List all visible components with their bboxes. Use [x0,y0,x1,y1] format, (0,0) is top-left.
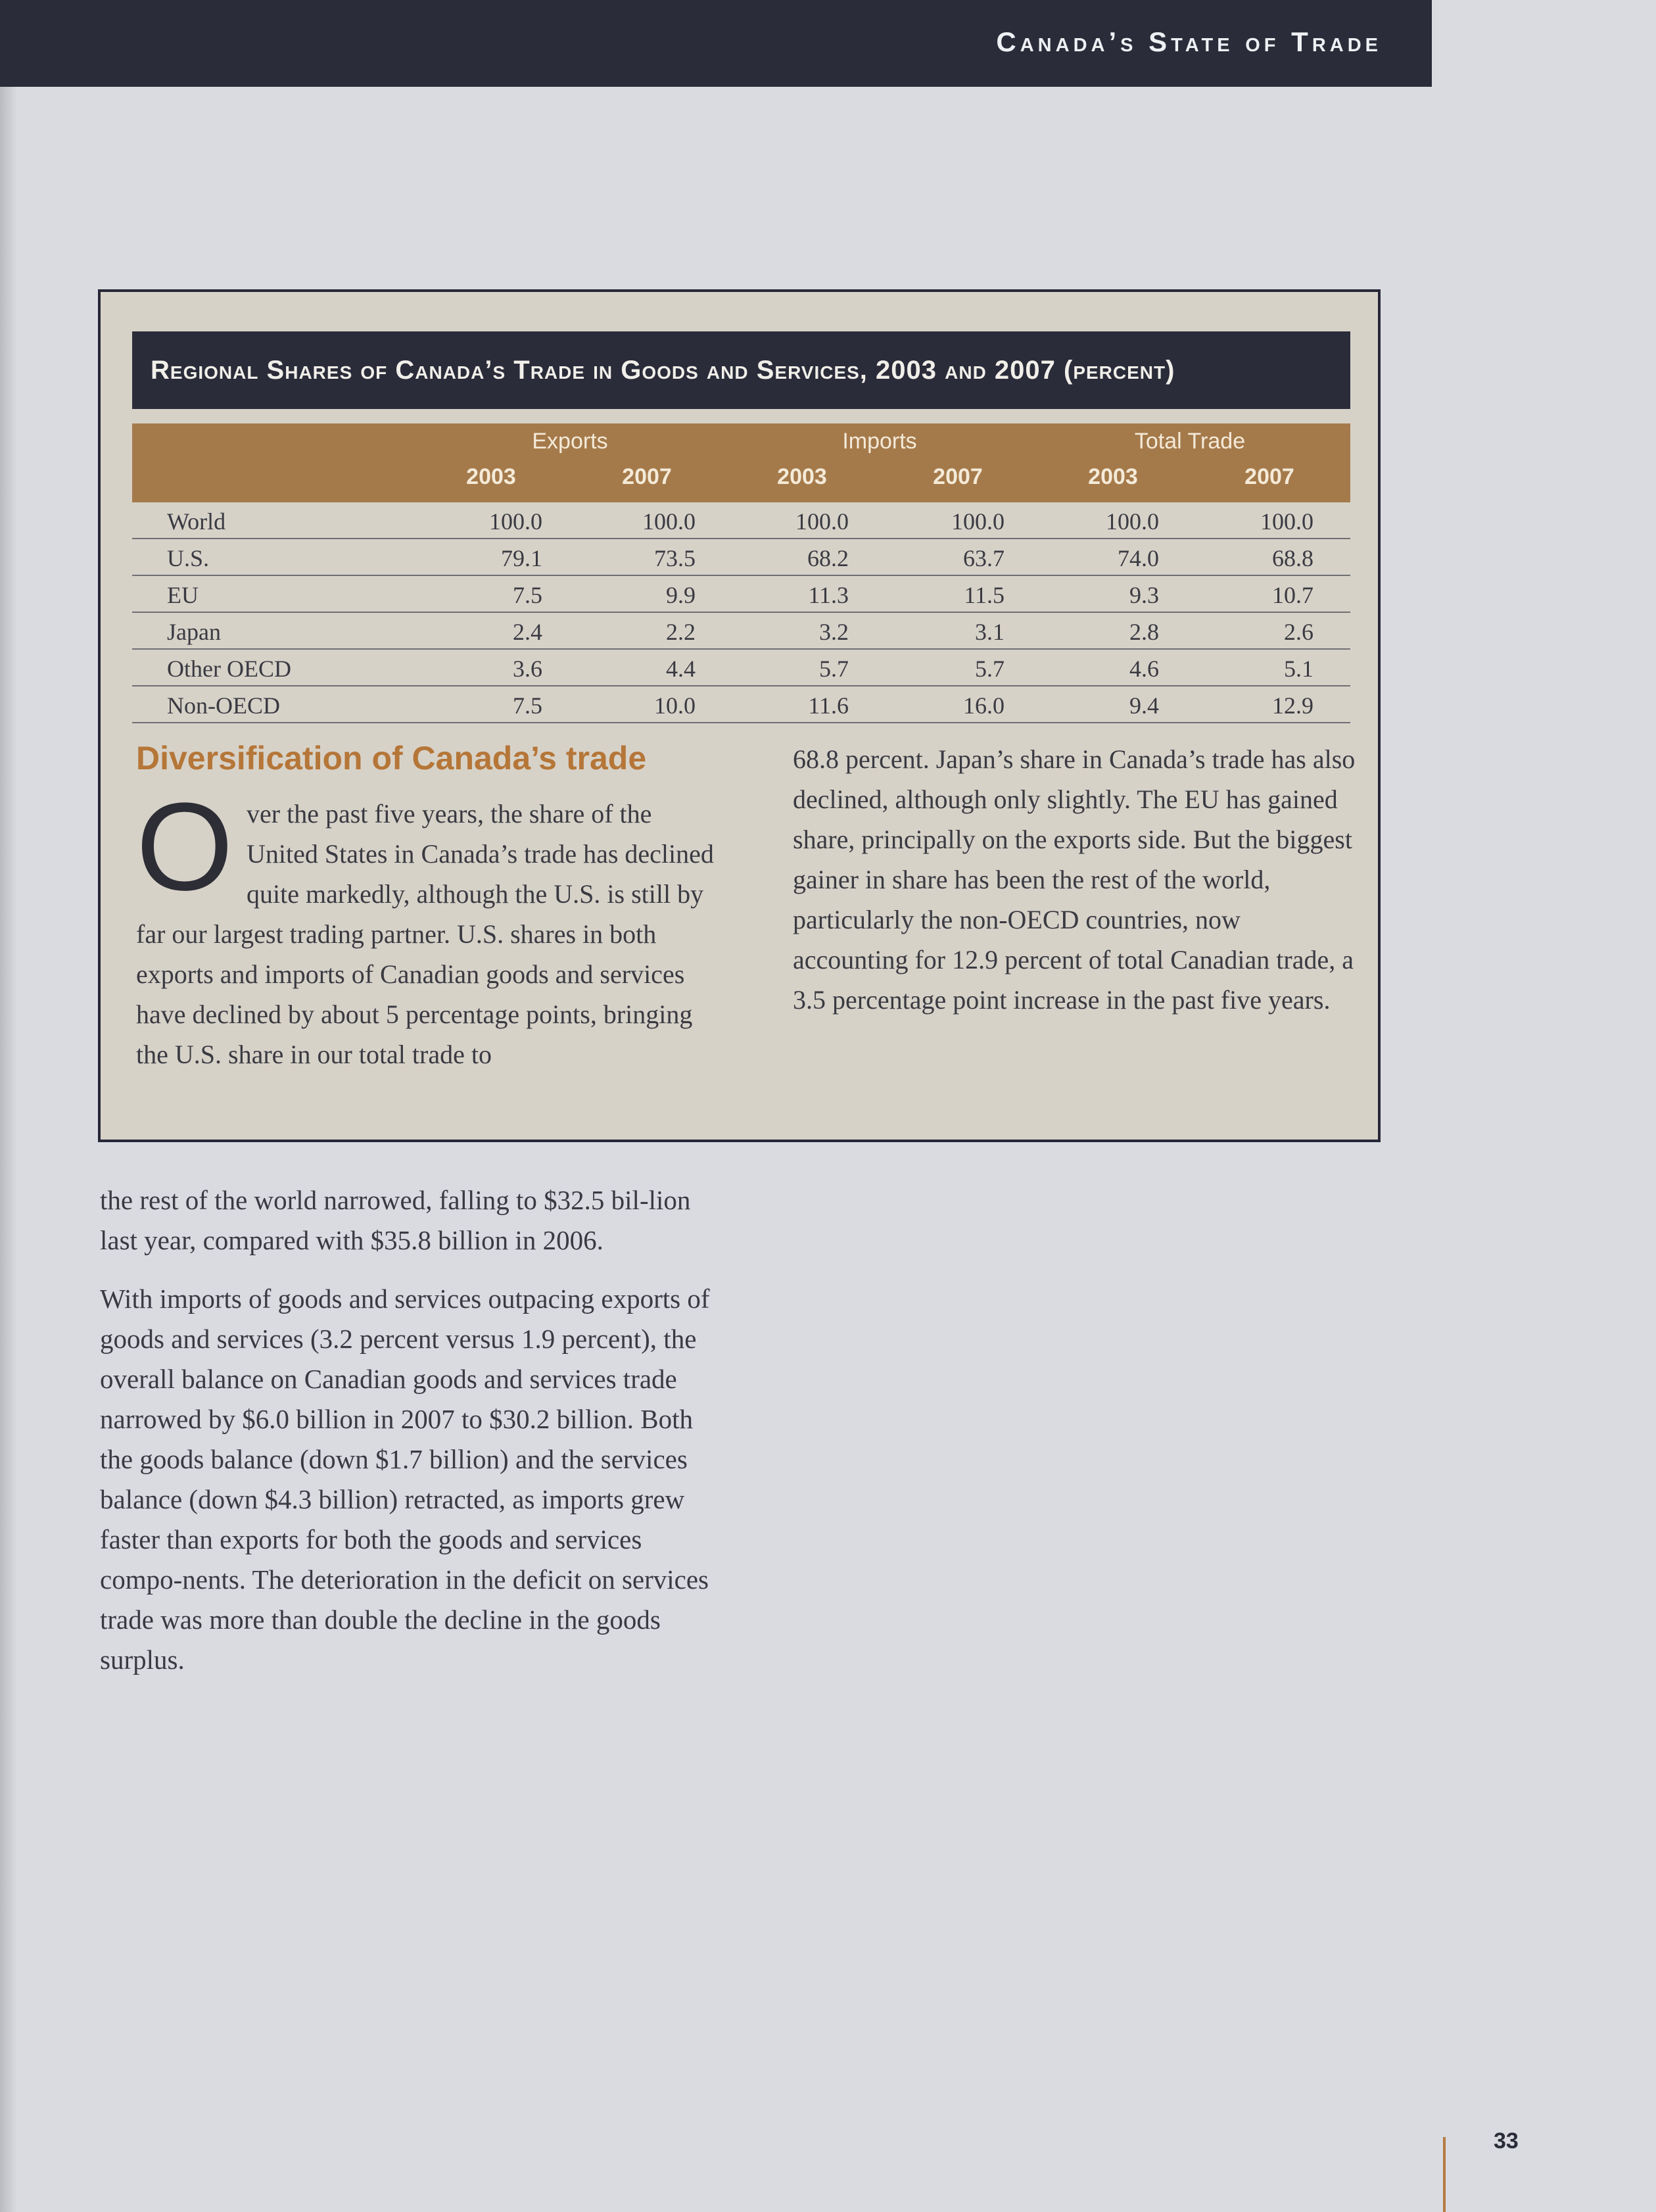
row-region-label: U.S. [167,545,210,571]
drop-cap: O [136,777,233,917]
table-cell: 2.6 [1284,619,1313,645]
body-paragraph: With imports of goods and services outpacing exports of goods and services (3.2 percent versus 1.9 percent), the overall balance on Canadian goods and services trade narrowed by $6.0 billion in 2007 to $30.2 billion. Both the goods balance (down $1.7 billion) and the services balance (down $4.3 billion) retracted, as imports grew faster than exports for both the goods and services compo-nents. The deterioration in the deficit on services trade was more than double the decline in the goods surplus. [100,1284,710,1675]
table-row [132,686,1350,723]
table-cell: 11.3 [808,582,849,608]
table-cell: 10.0 [654,692,696,719]
header-bar [0,0,1432,87]
table-cell: 100.0 [642,508,696,535]
table-cell: 74.0 [1118,545,1159,571]
table-cell: 79.1 [501,545,542,571]
table-body [132,502,1350,723]
table-cell: 68.2 [807,545,849,571]
row-region-label: World [167,508,226,535]
sidebar-left-text: ver the past five years, the share of the United States in Canada’s trade has declined quite markedly, although the U.S. is still by far our largest trading partner. U.S. shares in both exports and imports of Canadian goods and services have declined by about 5 percentage points, bringing the U.S. share in our total trade to [136,799,714,1069]
table-row [132,502,1350,539]
table-cell: 100.0 [951,508,1005,535]
table-cell: 9.3 [1129,582,1159,608]
table-cell: 11.5 [964,582,1005,608]
row-region-label: Japan [167,619,221,645]
table-cell: 3.6 [513,656,542,682]
row-region-label: EU [167,582,199,608]
table-row [132,576,1350,613]
table-cell: 5.7 [819,656,849,682]
column-year: 2007 [933,464,983,489]
table-cell: 100.0 [1260,508,1313,535]
body-paragraph: the rest of the world narrowed, falling to $32.5 bil-lion last year, compared with $35.8 billion in 2006. [100,1185,691,1255]
body-text [100,1180,724,1698]
table-cell: 4.4 [666,656,696,682]
sidebar-heading: Diversification of Canada’s trade [136,740,647,777]
table-cell: 100.0 [489,508,542,535]
column-year: 2003 [777,464,827,489]
table-cell: 16.0 [963,692,1005,719]
folio-rule [1443,2137,1446,2212]
column-year: 2003 [466,464,516,489]
table-row [132,539,1350,576]
sidebar-right-column [793,739,1358,1020]
table-cell: 3.2 [819,619,849,645]
page-edge-shadow [0,0,17,2212]
table-cell: 7.5 [513,582,542,608]
table-cell: 2.2 [666,619,696,645]
table-cell: 5.1 [1284,656,1313,682]
table-cell: 2.8 [1129,619,1159,645]
running-title: Canada’s State of Trade [996,26,1382,57]
table-cell: 2.4 [513,619,542,645]
table-cell: 4.6 [1129,656,1159,682]
page-number: 33 [1494,2128,1519,2153]
table-cell: 9.9 [666,582,696,608]
table-cell: 73.5 [654,545,696,571]
table-cell: 12.9 [1272,692,1313,719]
table-row [132,613,1350,650]
column-year: 2007 [622,464,672,489]
sidebar-box [98,289,1381,1142]
table-cell: 100.0 [1106,508,1159,535]
table-cell: 9.4 [1129,692,1159,719]
table-title: Regional Shares of Canada’s Trade in Goods and Services, 2003 and 2007 (percent) [151,355,1175,385]
table-cell: 68.8 [1272,545,1313,571]
column-year: 2003 [1088,464,1138,489]
table-row [132,650,1350,686]
sidebar-left-column [136,777,715,1074]
table-header [132,423,1350,502]
table-title-bar [132,331,1350,409]
column-year: 2007 [1244,464,1294,489]
table-cell: 5.7 [975,656,1005,682]
sidebar-right-text: 68.8 percent. Japan’s share in Canada’s trade has also declined, although only slightly. The EU has gained share, principally on the exports side. But the biggest gainer in share has been the rest of the world, particularly the non-OECD countries, now accounting for 12.9 percent of total Canadian trade, a 3.5 percentage point increase in the past five years. [793,744,1356,1015]
column-group-imports: Imports [842,429,917,454]
table-cell: 63.7 [963,545,1005,571]
table-cell: 11.6 [808,692,849,719]
row-region-label: Non-OECD [167,692,280,719]
table-cell: 100.0 [795,508,849,535]
table-cell: 3.1 [975,619,1005,645]
column-group-exports: Exports [532,429,608,454]
table-cell: 10.7 [1272,582,1313,608]
column-group-total-trade: Total Trade [1134,429,1246,454]
row-region-label: Other OECD [167,656,291,682]
table-cell: 7.5 [513,692,542,719]
